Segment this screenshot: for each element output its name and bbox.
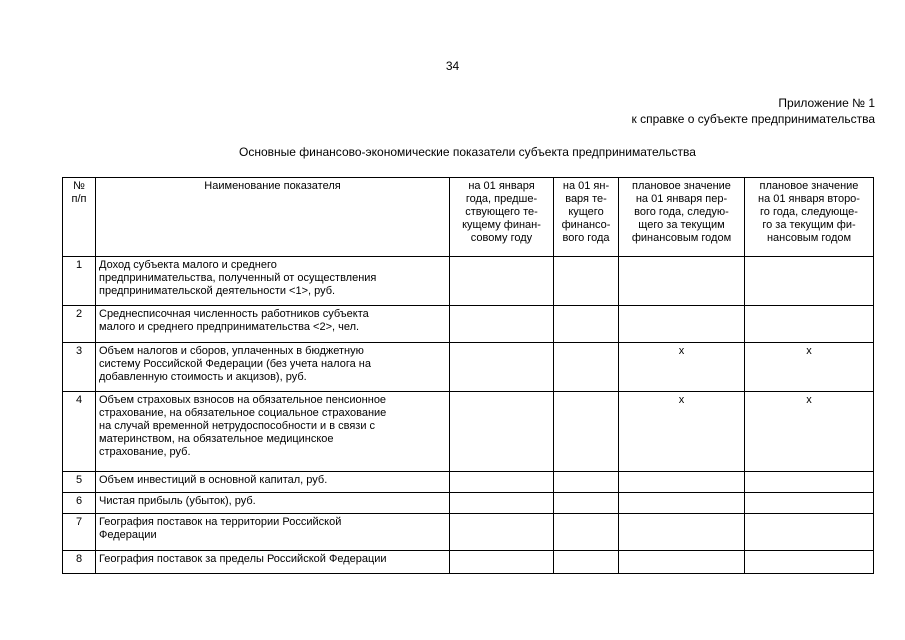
header-number: № п/п bbox=[63, 178, 96, 257]
indicators-table bbox=[62, 177, 874, 574]
row-value-prev-year bbox=[450, 306, 554, 343]
row-indicator-name: География поставок за пределы Российской Федерации bbox=[96, 551, 450, 574]
row-value-current-year bbox=[554, 343, 619, 392]
row-indicator-name: Объем налогов и сборов, уплаченных в бюджетную систему Российской Федерации (без учета налога на добавленную стоимость и акцизов), руб. bbox=[96, 343, 450, 392]
row-value-plan-first-year: x bbox=[619, 392, 745, 472]
row-value-current-year bbox=[554, 306, 619, 343]
header-current-year: на 01 ян- варя те- кущего финансо- вого года bbox=[554, 178, 619, 257]
row-value-current-year bbox=[554, 472, 619, 493]
row-value-plan-first-year bbox=[619, 257, 745, 306]
row-value-plan-first-year bbox=[619, 472, 745, 493]
row-number: 2 bbox=[63, 306, 96, 343]
row-indicator-name: Объем инвестиций в основной капитал, руб. bbox=[96, 472, 450, 493]
appendix-heading bbox=[632, 95, 876, 127]
row-value-current-year bbox=[554, 514, 619, 551]
table-header bbox=[63, 178, 874, 257]
row-value-plan-second-year bbox=[745, 551, 874, 574]
row-value-plan-second-year: x bbox=[745, 392, 874, 472]
table-row bbox=[63, 493, 874, 514]
row-number: 5 bbox=[63, 472, 96, 493]
row-value-plan-first-year: x bbox=[619, 343, 745, 392]
table-row bbox=[63, 257, 874, 306]
row-indicator-name: География поставок на территории Российской Федерации bbox=[96, 514, 450, 551]
row-value-plan-second-year bbox=[745, 514, 874, 551]
row-value-prev-year bbox=[450, 257, 554, 306]
row-number: 3 bbox=[63, 343, 96, 392]
row-value-plan-first-year bbox=[619, 514, 745, 551]
row-number: 7 bbox=[63, 514, 96, 551]
row-number: 4 bbox=[63, 392, 96, 472]
table-row bbox=[63, 551, 874, 574]
row-number: 6 bbox=[63, 493, 96, 514]
row-value-current-year bbox=[554, 493, 619, 514]
row-value-prev-year bbox=[450, 472, 554, 493]
row-indicator-name: Среднесписочная численность работников субъекта малого и среднего предпринимательства <2>, чел. bbox=[96, 306, 450, 343]
row-indicator-name: Чистая прибыль (убыток), руб. bbox=[96, 493, 450, 514]
row-value-plan-first-year bbox=[619, 493, 745, 514]
header-plan-first-year: плановое значение на 01 января пер- вого года, следую- щего за текущим финансовым годом bbox=[619, 178, 745, 257]
row-value-prev-year bbox=[450, 514, 554, 551]
row-value-current-year bbox=[554, 257, 619, 306]
row-value-plan-first-year bbox=[619, 551, 745, 574]
table-row bbox=[63, 472, 874, 493]
row-value-plan-second-year bbox=[745, 257, 874, 306]
row-value-plan-second-year: x bbox=[745, 343, 874, 392]
row-value-plan-first-year bbox=[619, 306, 745, 343]
row-number: 8 bbox=[63, 551, 96, 574]
header-prev-year: на 01 января года, предше- ствующего те- кущему финан- совому году bbox=[450, 178, 554, 257]
table-row bbox=[63, 343, 874, 392]
row-value-prev-year bbox=[450, 392, 554, 472]
row-number: 1 bbox=[63, 257, 96, 306]
row-value-prev-year bbox=[450, 343, 554, 392]
header-plan-second-year: плановое значение на 01 января второ- го года, следующе- го за текущим фи- нансовым годом bbox=[745, 178, 874, 257]
row-value-current-year bbox=[554, 392, 619, 472]
row-value-plan-second-year bbox=[745, 472, 874, 493]
header-row bbox=[63, 178, 874, 257]
table-row bbox=[63, 514, 874, 551]
table-body bbox=[63, 257, 874, 574]
row-indicator-name: Объем страховых взносов на обязательное пенсионное страхование, на обязательное социальное страхование на случай временной нетрудоспособности и в связи с материнством, на обязательное медицинское страхование, руб. bbox=[96, 392, 450, 472]
row-value-prev-year bbox=[450, 493, 554, 514]
row-value-current-year bbox=[554, 551, 619, 574]
appendix-line-2: к справке о субъекте предпринимательства bbox=[631, 112, 875, 126]
row-value-plan-second-year bbox=[745, 306, 874, 343]
row-value-plan-second-year bbox=[745, 493, 874, 514]
document-title: Основные финансово-экономические показатели субъекта предпринимательства bbox=[239, 145, 696, 159]
appendix-line-1: Приложение № 1 bbox=[778, 96, 875, 110]
row-indicator-name: Доход субъекта малого и среднего предпринимательства, полученный от осуществления предпринимательской деятельности <1>, руб. bbox=[96, 257, 450, 306]
table-row bbox=[63, 392, 874, 472]
page-number: 34 bbox=[445, 59, 460, 73]
row-value-prev-year bbox=[450, 551, 554, 574]
table-row bbox=[63, 306, 874, 343]
header-indicator-name: Наименование показателя bbox=[96, 178, 450, 257]
